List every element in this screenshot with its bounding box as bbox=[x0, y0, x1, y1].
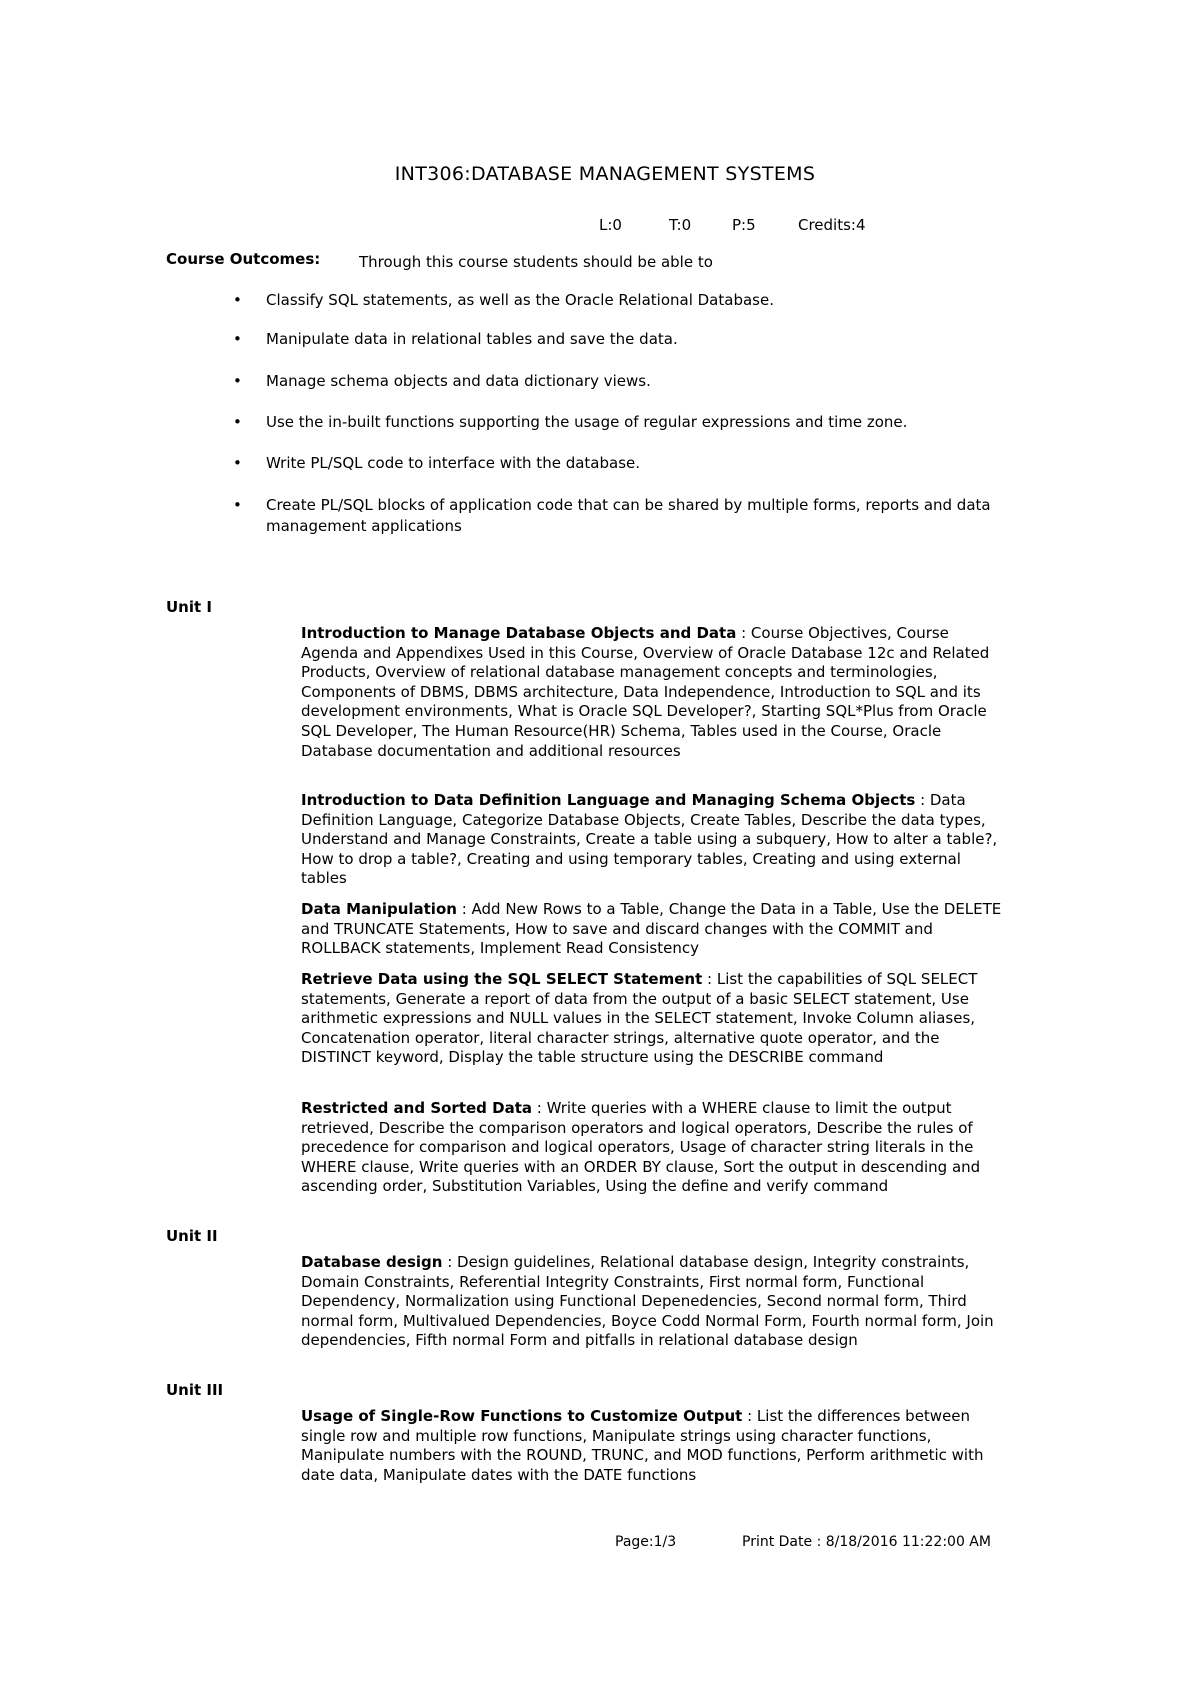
bullet-icon: • bbox=[233, 413, 242, 431]
outcome-item bbox=[233, 495, 996, 537]
topic-heading: Introduction to Data Definition Language and Managing Schema Objects bbox=[301, 791, 916, 809]
course-title: INT306:DATABASE MANAGEMENT SYSTEMS bbox=[394, 163, 816, 185]
topic-body: : List the differences between single row and multiple row functions, Manipulate strings using character functions, Manipulate numbers with the ROUND, TRUNC, and MOD functions, Perform arithmetic with date data, Manipulate dates with the DATE functions bbox=[301, 1407, 984, 1484]
outcome-item bbox=[233, 290, 996, 311]
credit-count: Credits:4 bbox=[798, 216, 866, 234]
course-outcomes-label: Course Outcomes: bbox=[166, 250, 321, 268]
lecture-hours: L:0 bbox=[599, 216, 622, 234]
unit1-topic-1 bbox=[301, 624, 1006, 761]
topic-body: : List the capabilities of SQL SELECT statements, Generate a report of data from the output of a basic SELECT statement, Use arithmetic expressions and NULL values in the SELECT statement, Invoke Column aliases, Concatenation operator, literal character strings, alternative quote operator, and the DISTINCT keyword, Display the table structure using the DESCRIBE command bbox=[301, 970, 978, 1067]
course-outcomes-intro: Through this course students should be able to bbox=[359, 253, 713, 271]
page-number: Page:1/3 bbox=[615, 1534, 677, 1550]
unit-label-2: Unit II bbox=[166, 1227, 218, 1245]
outcome-item bbox=[233, 329, 996, 350]
bullet-icon: • bbox=[233, 330, 242, 348]
bullet-icon: • bbox=[233, 291, 242, 309]
bullet-icon: • bbox=[233, 496, 242, 514]
bullet-icon: • bbox=[233, 454, 242, 472]
topic-heading: Usage of Single-Row Functions to Customize Output bbox=[301, 1407, 743, 1425]
unit1-topic-3 bbox=[301, 900, 1006, 959]
outcome-text: Create PL/SQL blocks of application code that can be shared by multiple forms, reports and data management applications bbox=[266, 496, 991, 535]
tutorial-hours: T:0 bbox=[669, 216, 692, 234]
outcome-text: Use the in-built functions supporting the usage of regular expressions and time zone. bbox=[266, 413, 908, 431]
print-date: Print Date : 8/18/2016 11:22:00 AM bbox=[742, 1534, 991, 1550]
outcome-text: Manipulate data in relational tables and save the data. bbox=[266, 330, 678, 348]
topic-body: : Write queries with a WHERE clause to limit the output retrieved, Describe the comparison operators and logical operators, Describe the rules of precedence for comparison and logical operators, Usage of character string literals in the WHERE clause, Write queries with an ORDER BY clause, Sort the output in descending and ascending order, Substitution Variables, Using the define and verify command bbox=[301, 1099, 981, 1196]
unit1-topic-5 bbox=[301, 1099, 1006, 1197]
outcome-item bbox=[233, 453, 996, 474]
unit1-topic-4 bbox=[301, 970, 1006, 1068]
bullet-icon: • bbox=[233, 372, 242, 390]
topic-body: : Design guidelines, Relational database design, Integrity constraints, Domain Constraints, Referential Integrity Constraints, First normal form, Functional Dependency, Normalization using Functional Depenedencies, Second normal form, Third normal form, Multivalued Dependencies, Boyce Codd Normal Form, Fourth normal form, Join dependencies, Fifth normal Form and pitfalls in relational database design bbox=[301, 1253, 994, 1350]
topic-body: : Course Objectives, Course Agenda and Appendixes Used in this Course, Overview of Oracle Database 12c and Related Products, Overview of relational database management concepts and terminologies, Components of DBMS, DBMS architecture, Data Independence, Introduction to SQL and its development environments, What is Oracle SQL Developer?, Starting SQL*Plus from Oracle SQL Developer, The Human Resource(HR) Schema, Tables used in the Course, Oracle Database documentation and additional resources bbox=[301, 624, 990, 760]
outcome-text: Write PL/SQL code to interface with the database. bbox=[266, 454, 641, 472]
topic-heading: Retrieve Data using the SQL SELECT Statement bbox=[301, 970, 703, 988]
topic-heading: Restricted and Sorted Data bbox=[301, 1099, 532, 1117]
practical-hours: P:5 bbox=[732, 216, 756, 234]
unit-label-1: Unit I bbox=[166, 598, 212, 616]
unit1-topic-2 bbox=[301, 791, 1006, 889]
topic-body: : Data Definition Language, Categorize Database Objects, Create Tables, Describe the data types, Understand and Manage Constraints, Create a table using a subquery, How to alter a table?, How to drop a table?, Creating and using temporary tables, Creating and using external tables bbox=[301, 791, 998, 888]
unit3-topic-1 bbox=[301, 1407, 1006, 1485]
topic-body: : Add New Rows to a Table, Change the Data in a Table, Use the DELETE and TRUNCATE Statements, How to save and discard changes with the COMMIT and ROLLBACK statements, Implement Read Consistency bbox=[301, 900, 1002, 958]
unit2-topic-1 bbox=[301, 1253, 1006, 1351]
outcome-item bbox=[233, 371, 996, 392]
unit-label-3: Unit III bbox=[166, 1381, 224, 1399]
outcome-text: Classify SQL statements, as well as the Oracle Relational Database. bbox=[266, 291, 774, 309]
topic-heading: Data Manipulation bbox=[301, 900, 457, 918]
topic-heading: Database design bbox=[301, 1253, 443, 1271]
outcome-item bbox=[233, 412, 996, 433]
outcome-text: Manage schema objects and data dictionary views. bbox=[266, 372, 651, 390]
topic-heading: Introduction to Manage Database Objects and Data bbox=[301, 624, 737, 642]
credits-row bbox=[599, 216, 866, 234]
